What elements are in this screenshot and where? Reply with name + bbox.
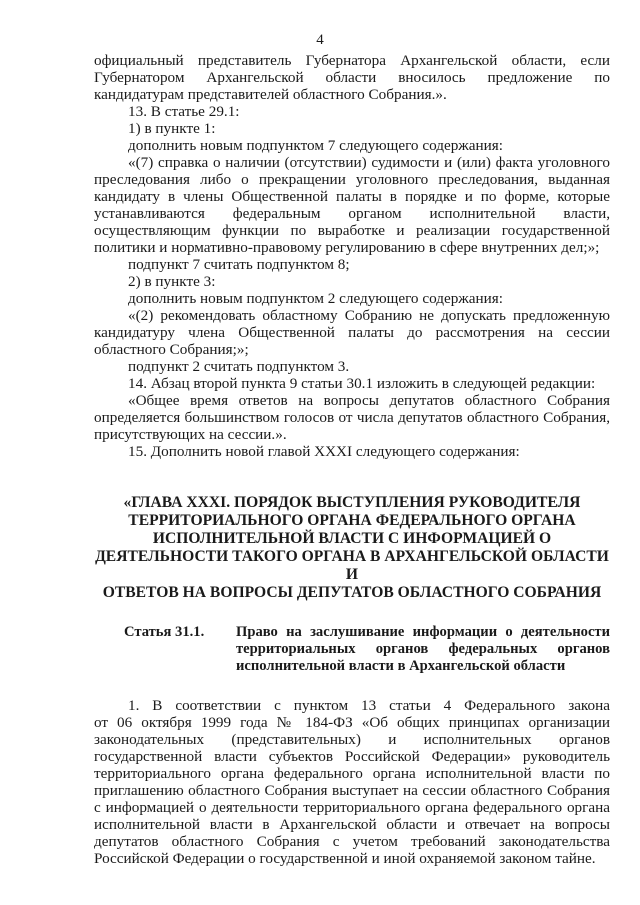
article-title-line: Право на заслушивание информации о деятельности: [236, 624, 610, 640]
article-text-line: от 06 октября 1999 года № 184-ФЗ «Об общих принципах организации: [94, 714, 610, 731]
text-line: 15. Дополнить новой главой XXXI следующего содержания:: [128, 443, 520, 460]
text-line: устанавливаются федеральным органом исполнительной власти,: [94, 205, 610, 222]
text-line: подпункт 7 считать подпунктом 8;: [128, 256, 350, 273]
article-heading: [94, 624, 610, 675]
chapter-heading-line: «ГЛАВА XXXI. ПОРЯДОК ВЫСТУПЛЕНИЯ РУКОВОДИТЕЛЯ: [123, 494, 581, 511]
text-line: официальный представитель Губернатора Архангельской области, если: [94, 52, 610, 69]
text-line: 13. В статье 29.1:: [128, 103, 240, 120]
page-number: 4: [316, 32, 324, 48]
text-line: определяется большинством голосов от числа депутатов областного Собрания,: [94, 409, 610, 426]
article-title: [236, 624, 610, 675]
text-line: осуществляющим функции по выработке и реализации государственной: [94, 222, 610, 239]
text-line: кандидатурам представителей областного Собрания.».: [94, 86, 447, 103]
text-line: Губернатором Архангельской области вносилось предложение по: [94, 69, 610, 86]
text-line: 1) в пункте 1:: [128, 120, 216, 137]
article-text-line: 1. В соответствии с пунктом 13 статьи 4 Федерального закона: [128, 697, 610, 714]
article-text: [94, 697, 610, 867]
amendment-text: [94, 52, 610, 460]
text-line: 14. Абзац второй пункта 9 статьи 30.1 изложить в следующей редакции:: [128, 375, 596, 392]
text-line: областного Собрания;»;: [94, 341, 249, 358]
chapter-heading-line: ИСПОЛНИТЕЛЬНОЙ ВЛАСТИ С ИНФОРМАЦИЕЙ О: [152, 530, 552, 547]
article-title-line: исполнительной власти в Архангельской области: [236, 658, 566, 674]
text-line: «(7) справка о наличии (отсутствии) судимости и (или) факта уголовного: [128, 154, 610, 171]
text-line: кандидату в члены Общественной палаты в порядке и по форме, которые: [94, 188, 610, 205]
text-line: «(2) рекомендовать областному Собранию не допускать предложенную: [128, 307, 610, 324]
chapter-heading: [94, 494, 610, 602]
article-text-line: депутатов областного Собрания с учетом требований законодательства: [94, 833, 610, 850]
article-number: Статья 31.1.: [124, 624, 205, 640]
text-line: «Общее время ответов на вопросы депутатов областного Собрания: [128, 392, 610, 409]
chapter-heading-line: ДЕЯТЕЛЬНОСТИ ТАКОГО ОРГАНА В АРХАНГЕЛЬСКОЙ ОБЛАСТИ И: [95, 548, 609, 583]
text-line: 2) в пункте 3:: [128, 273, 216, 290]
article-text-line: территориального органа федерального органа исполнительной власти по: [94, 765, 610, 782]
article-text-line: с информацией о деятельности территориального органа федерального органа: [94, 799, 610, 816]
text-line: кандидатуру члена Общественной палаты до рассмотрения на сессии: [94, 324, 610, 341]
article-text-line: приглашению областного Собрания выступает на сессии областного Собрания: [94, 782, 610, 799]
text-line: подпункт 2 считать подпунктом 3.: [128, 358, 350, 375]
chapter-heading-line: ТЕРРИТОРИАЛЬНОГО ОРГАНА ФЕДЕРАЛЬНОГО ОРГАНА: [128, 512, 576, 529]
text-line: преследования либо о прекращении уголовного преследования, выданная: [94, 171, 610, 188]
document-body: [94, 52, 610, 867]
text-line: дополнить новым подпунктом 2 следующего содержания:: [128, 290, 503, 307]
article-text-line: Российской Федерации о государственной и иной охраняемой законом тайне.: [94, 850, 596, 867]
article-title-line: территориальных органов федеральных органов: [236, 641, 610, 657]
text-line: присутствующих на сессии.».: [94, 426, 287, 443]
article-text-line: законодательных (представительных) и исполнительных органов: [94, 731, 610, 748]
text-line: политики и нормативно-правовому регулированию в сфере внутренних дел;»;: [94, 239, 600, 256]
article-text-line: исполнительной власти в Архангельской области и отвечает на вопросы: [94, 816, 610, 833]
chapter-heading-line: ОТВЕТОВ НА ВОПРОСЫ ДЕПУТАТОВ ОБЛАСТНОГО СОБРАНИЯ: [102, 584, 602, 601]
text-line: дополнить новым подпунктом 7 следующего содержания:: [128, 137, 503, 154]
article-text-line: государственной власти субъектов Российской Федерации» руководитель: [94, 748, 610, 765]
